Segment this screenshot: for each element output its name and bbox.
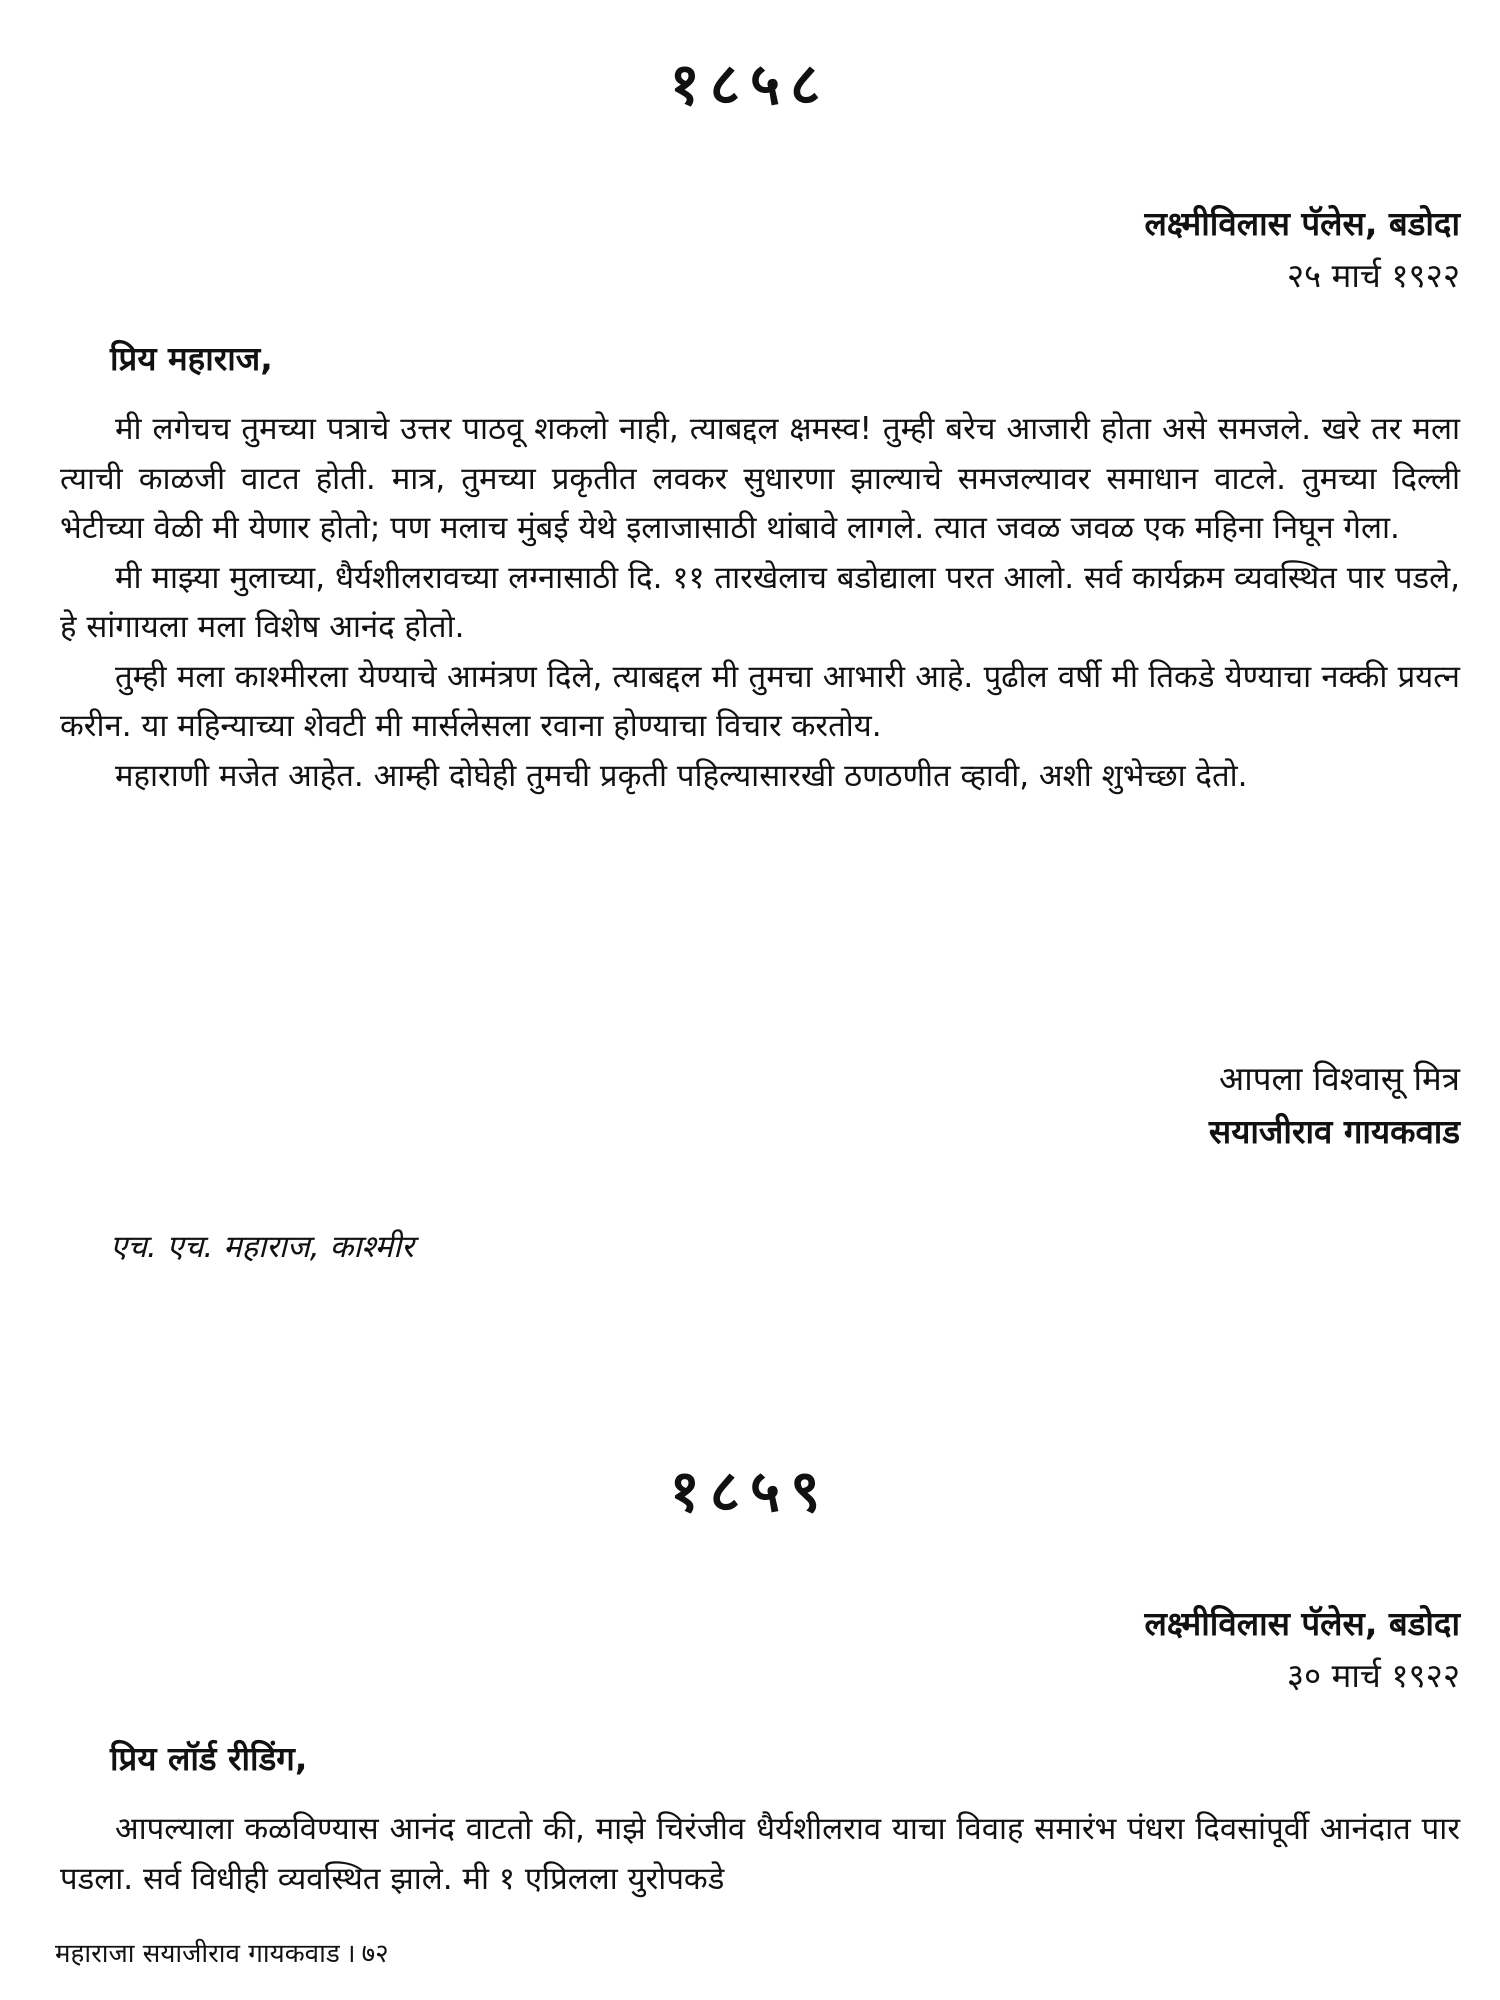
letter-1858-closing: आपला विश्वासू मित्र [1219, 1059, 1460, 1098]
letter-1859-date: ३० मार्च १९२२ [1286, 1656, 1460, 1695]
letter-1858-date: २५ मार्च १९२२ [1286, 256, 1460, 295]
letter-1858-addressee: एच. एच. महाराज, काश्मीर [110, 1229, 414, 1265]
letter-1858-body [60, 405, 1460, 801]
letter-number-1859: १८५९ [669, 1457, 831, 1525]
letter-1858-signature: सयाजीराव गायकवाड [1208, 1112, 1460, 1151]
footer-book-title: महाराजा सयाजीराव गायकवाड [55, 1939, 340, 1969]
letter-1858-paragraph: महाराणी मजेत आहेत. आम्ही दोघेही तुमची प्रकृती पहिल्यासारखी ठणठणीत व्हावी, अशी शुभेच्छा देतो. [115, 757, 1248, 794]
page-footer [55, 1934, 389, 1970]
letter-1859-paragraph: आपल्याला कळविण्यास आनंद वाटतो की, माझे चिरंजीव धैर्यशीलराव याचा विवाह समारंभ पंधरा दिवसांपूर्वी आनंदात पार पडला. सर्व विधीही व्यवस्थित झाले. मी १ एप्रिलला युरोपकडे [60, 1811, 1460, 1897]
letter-1859-place: लक्ष्मीविलास पॅलेस, बडोदा [1144, 1604, 1460, 1643]
letter-1859-salutation: प्रिय लॉर्ड रीडिंग, [110, 1739, 308, 1778]
footer-page-number: ७२ [361, 1939, 389, 1969]
letter-number-1858: १८५८ [669, 50, 831, 118]
letter-1858-paragraph: मी लगेचच तुमच्या पत्राचे उत्तर पाठवू शकलो नाही, त्याबद्दल क्षमस्व! तुम्ही बरेच आजारी होता असे समजले. खरे तर मला त्याची काळजी वाटत होती. मात्र, तुमच्या प्रकृतीत लवकर सुधारणा झाल्याचे समजल्यावर समाधान वाटले. तुमच्या दिल्ली भेटीच्या वेळी मी येणार होतो; पण मलाच मुंबई येथे इलाजासाठी थांबावे लागले. त्यात जवळ जवळ एक महिना निघून गेला. [60, 411, 1460, 546]
footer-separator: । [345, 1939, 356, 1969]
letter-1858-salutation: प्रिय महाराज, [110, 339, 273, 378]
letter-1859-body [60, 1805, 1460, 1904]
letter-1858-paragraph: तुम्ही मला काश्मीरला येण्याचे आमंत्रण दिले, त्याबद्दल मी तुमचा आभारी आहे. पुढील वर्षी मी तिकडे येण्याचा नक्की प्रयत्न करीन. या महिन्याच्या शेवटी मी मार्सलेसला रवाना होण्याचा विचार करतोय. [60, 658, 1460, 744]
letter-1858-place: लक्ष्मीविलास पॅलेस, बडोदा [1144, 204, 1460, 243]
letter-1858-paragraph: मी माझ्या मुलाच्या, धैर्यशीलरावच्या लग्नासाठी दि. ११ तारखेलाच बडोद्याला परत आलो. सर्व कार्यक्रम व्यवस्थित पार पडले, हे सांगायला मला विशेष आनंद होतो. [60, 559, 1460, 645]
